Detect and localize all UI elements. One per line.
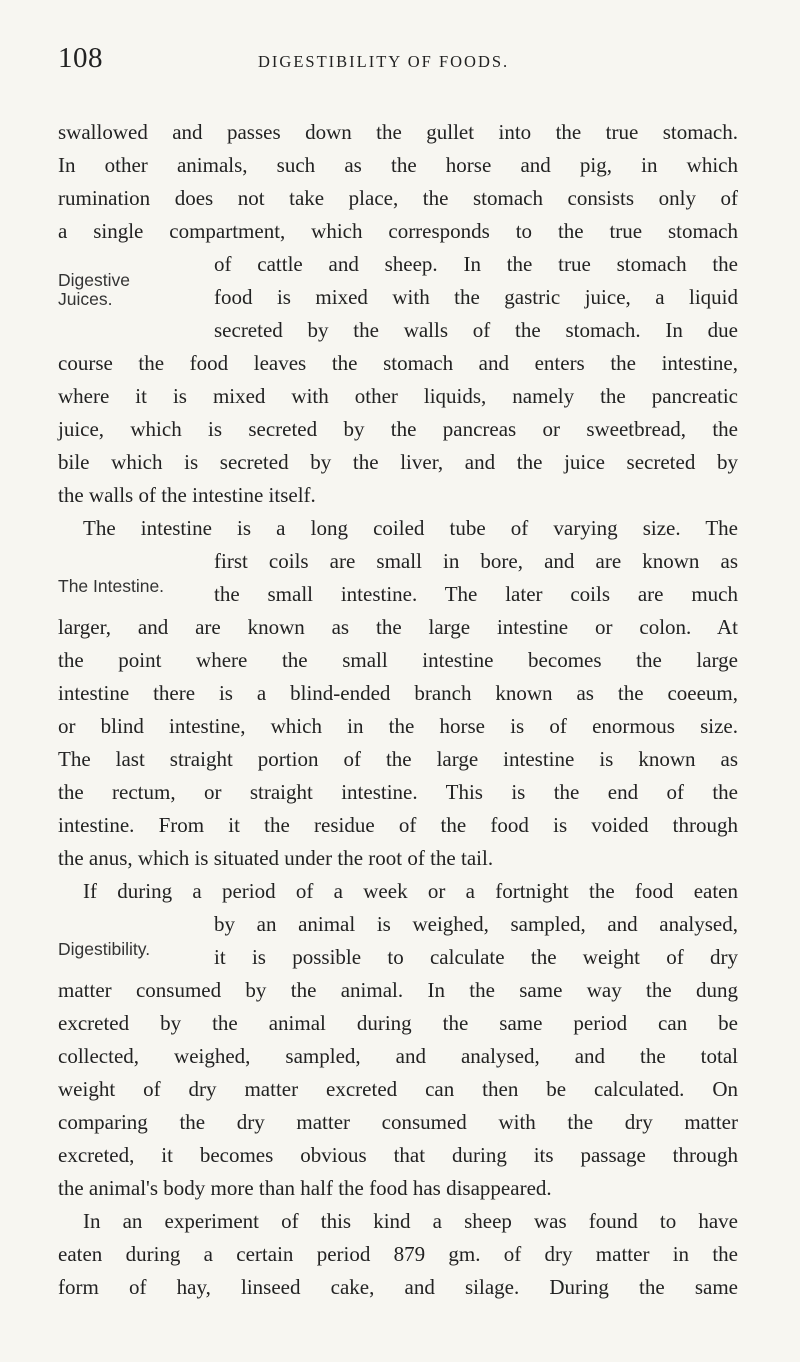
text-line: larger, and are known as the large intestine or colon. At [58,615,738,639]
text-line: form of hay, linseed cake, and silage. During the same [58,1275,738,1299]
text-line: rumination does not take place, the stomach consists only of [58,186,738,210]
text-line: first coils are small in bore, and are known as [214,549,738,573]
text-line: the rectum, or straight intestine. This is the end of the [58,780,738,804]
text-line: intestine. From it the residue of the food is voided through [58,813,738,837]
text-line: In an experiment of this kind a sheep was found to have [83,1209,738,1233]
text-line: the animal's body more than half the food has disappeared. [58,1176,552,1200]
text-line: swallowed and passes down the gullet into the true stomach. [58,120,738,144]
margin-note-line: Digestive [58,270,130,290]
margin-note-digestibility: Digestibility. [58,939,151,959]
text-line: matter consumed by the animal. In the same way the dung [58,978,738,1002]
text-line: eaten during a certain period 879 gm. of dry matter in the [58,1242,738,1266]
page-number: 108 [58,42,103,74]
margin-note-digestive-juices [58,271,130,309]
text-line: it is possible to calculate the weight of dry [214,945,738,969]
text-line: where it is mixed with other liquids, namely the pancreatic [58,384,738,408]
text-line: excreted, it becomes obvious that during its passage through [58,1143,738,1167]
text-line: course the food leaves the stomach and enters the intestine, [58,351,738,375]
margin-note-intestine: The Intestine. [58,576,165,596]
text-line: of cattle and sheep. In the true stomach the [214,252,738,276]
text-line: The intestine is a long coiled tube of varying size. The [83,516,738,540]
text-line: If during a period of a week or a fortnight the food eaten [83,879,738,903]
text-line: food is mixed with the gastric juice, a liquid [214,285,738,309]
page-header [58,42,738,102]
text-line: the walls of the intestine itself. [58,483,316,507]
text-line: or blind intestine, which in the horse is of enormous size. [58,714,738,738]
text-line: collected, weighed, sampled, and analysed, and the total [58,1044,738,1068]
text-line: bile which is secreted by the liver, and the juice secreted by [58,450,738,474]
text-line: juice, which is secreted by the pancreas or sweetbread, the [58,417,738,441]
text-line: In other animals, such as the horse and pig, in which [58,153,738,177]
text-line: weight of dry matter excreted can then be calculated. On [58,1077,738,1101]
text-line: the anus, which is situated under the root of the tail. [58,846,494,870]
text-line: excreted by the animal during the same period can be [58,1011,738,1035]
running-head: DIGESTIBILITY OF FOODS. [258,52,510,71]
margin-note-line: Juices. [58,289,113,309]
text-line: a single compartment, which corresponds to the true stomach [58,219,738,243]
text-line: secreted by the walls of the stomach. In due [214,318,738,342]
text-line: the point where the small intestine becomes the large [58,648,738,672]
text-line: the small intestine. The later coils are much [214,582,738,606]
text-line: comparing the dry matter consumed with the dry matter [58,1110,738,1134]
text-line: intestine there is a blind-ended branch known as the coeeum, [58,681,738,705]
text-line: by an animal is weighed, sampled, and analysed, [214,912,738,936]
text-line: The last straight portion of the large intestine is known as [58,747,738,771]
